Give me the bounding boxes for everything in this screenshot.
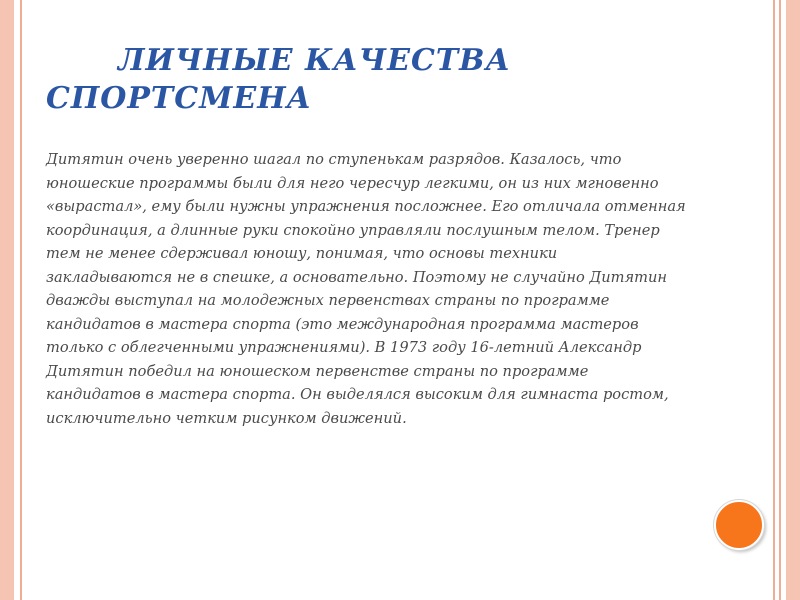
- right-border-line-2: [779, 0, 781, 600]
- right-border-band: [786, 0, 800, 600]
- left-border-line: [20, 0, 22, 600]
- slide-body-text: Дитятин очень уверенно шагал по ступенькам разрядов. Казалось, что юношеские программы были для него чересчур легкими, он из них мгновенно «вырастал», ему были нужны упражнения посложнее. Его отличала отменная координация, а длинные руки спокойно управляли послушным телом. Тренер тем не менее сдерживал юношу, понимая, что основы техники закладываются не в спешке, а основательно. Поэтому не случайно Дитятин дважды выступал на молодежных первенствах страны по программе кандидатов в мастера спорта (это международная программа мастеров только с облегченными упражнениями). В 1973 году 16-летний Александр Дитятин победил на юношеском первенстве страны по программе кандидатов в мастера спорта. Он выделялся высоким для гимнаста ростом, исключительно четким рисунком движений.: [46, 151, 686, 427]
- left-border-band: [0, 0, 14, 600]
- slide-title-line-1: ЛИЧНЫЕ КАЧЕСТВА: [118, 43, 511, 78]
- right-border-line-1: [773, 0, 775, 600]
- slide-title-line-2: СПОРТСМЕНА: [46, 81, 312, 116]
- orange-circle-decoration: [714, 500, 764, 550]
- slide-title: [46, 42, 686, 118]
